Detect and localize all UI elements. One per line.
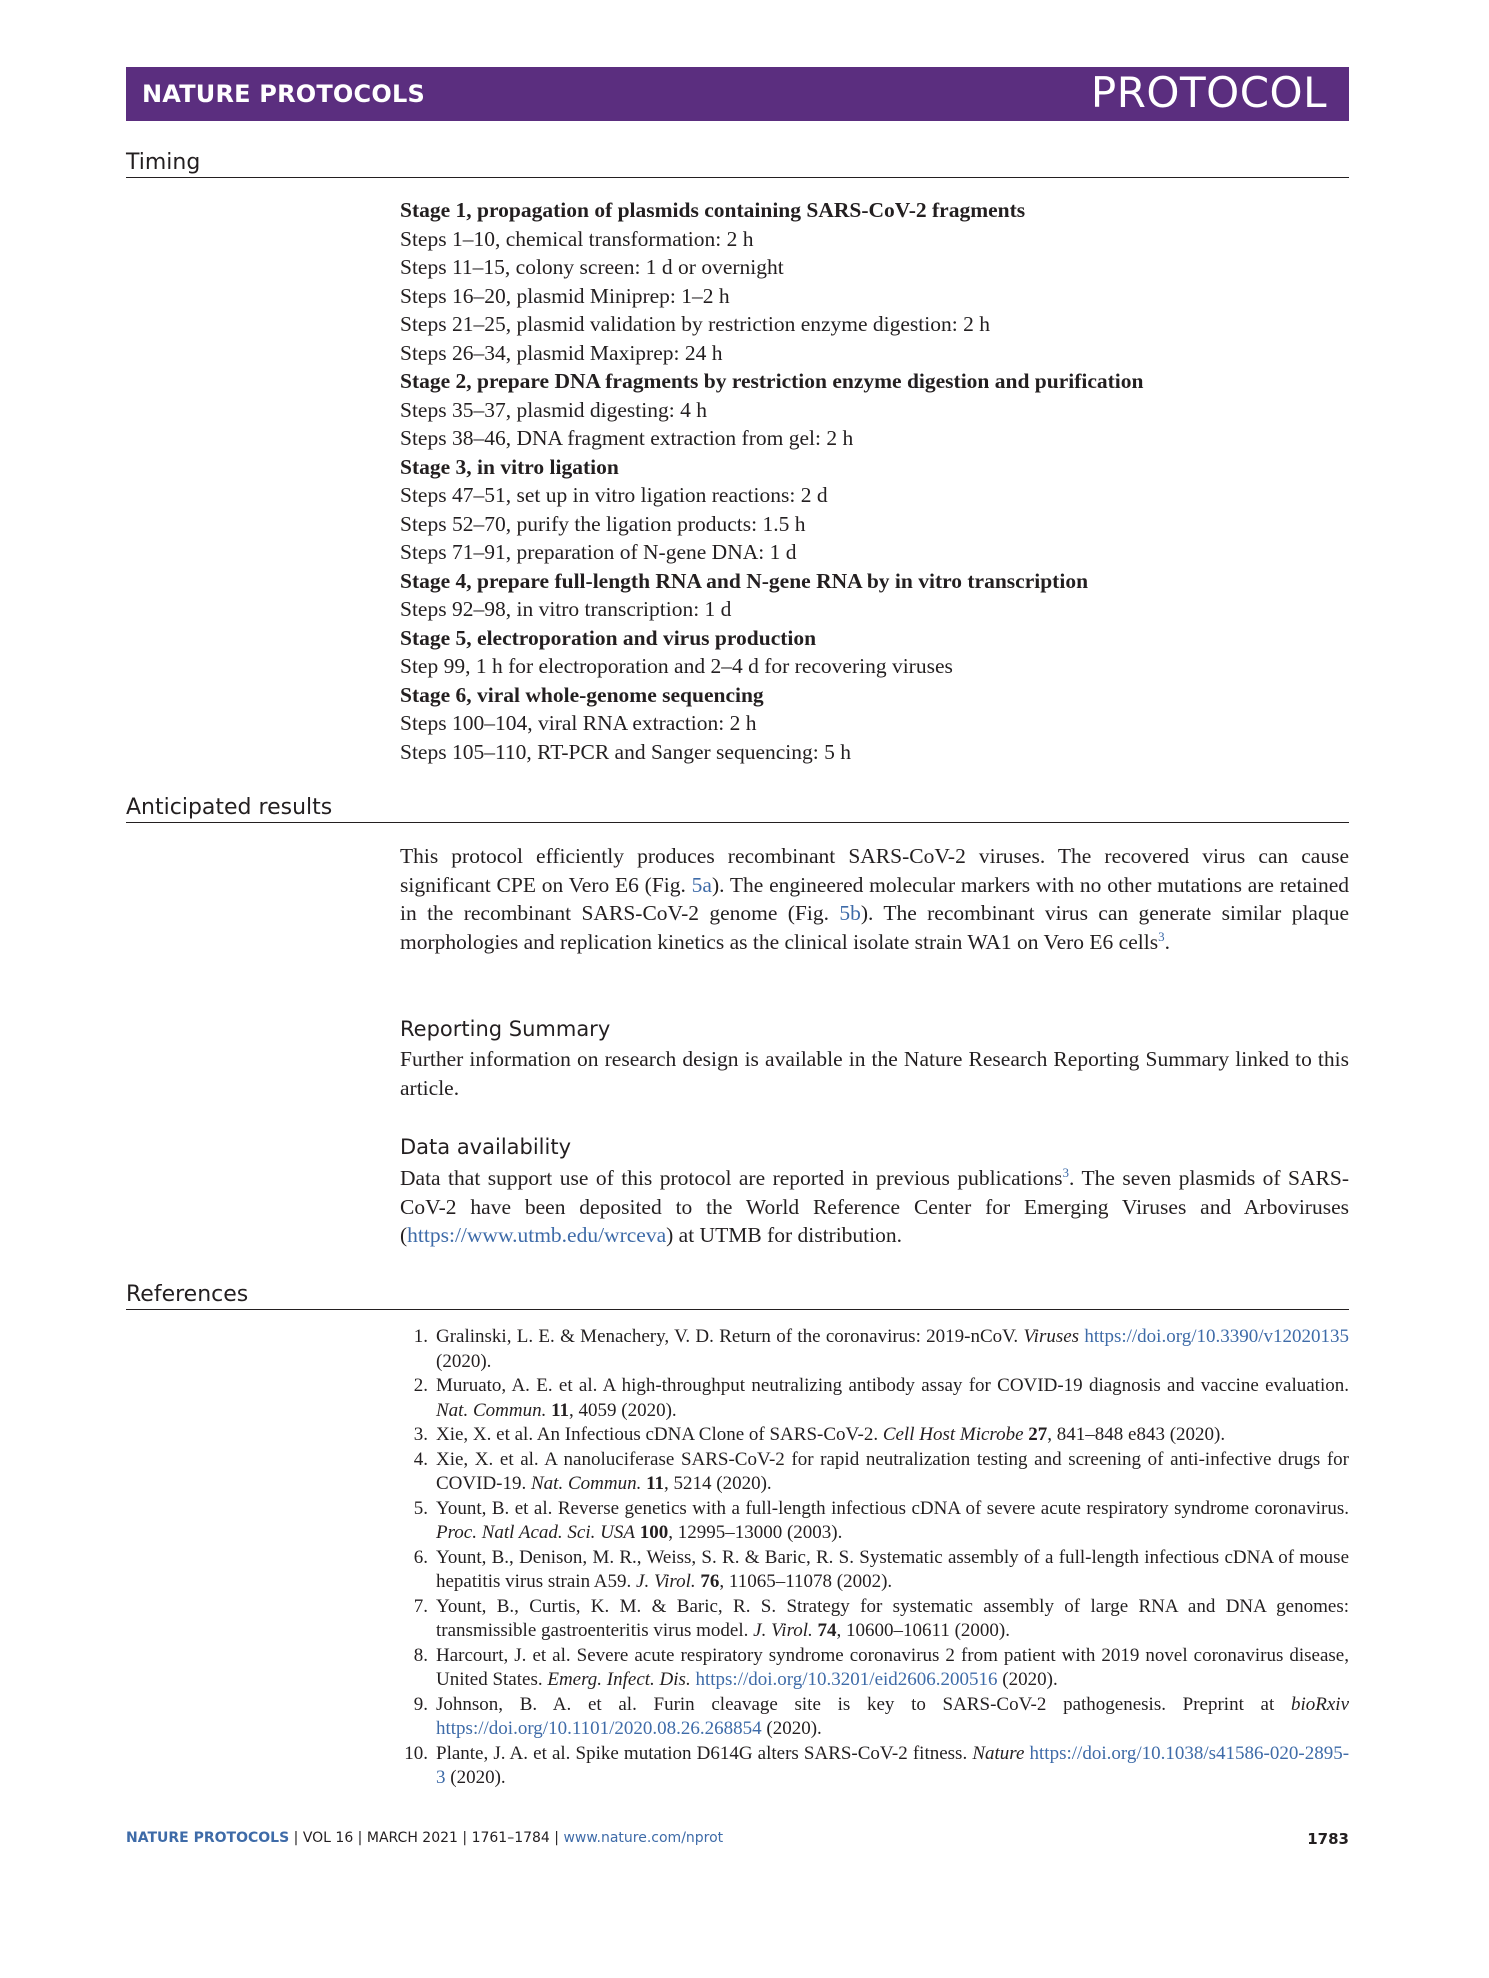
reference-number: 10. [404, 1742, 428, 1764]
timing-step: Steps 92–98, in vitro transcription: 1 d [400, 597, 732, 621]
reference-number: 6. [413, 1546, 428, 1568]
reference-text: Xie, X. et al. An Infectious cDNA Clone of SARS-CoV-2. [436, 1424, 883, 1445]
fig-5b-link[interactable]: 5b [839, 901, 861, 925]
timing-step: Steps 52–70, purify the ligation products: 1.5 h [400, 511, 806, 536]
reference-volume: 27 [1028, 1424, 1048, 1445]
reference-text: Yount, B. et al. Reverse genetics with a full-length infectious cDNA of severe acute respiratory syndrome coronavirus. [436, 1497, 1349, 1519]
reference-number: 1. [413, 1326, 428, 1347]
reference-text: (2020). [436, 1350, 492, 1372]
timing-step: Steps 21–25, plasmid validation by restriction enzyme digestion: 2 h [400, 312, 990, 336]
reference-text: Yount, B., Curtis, K. M. & Baric, R. S. Strategy for systematic assembly of large RNA and DNA genomes: transmissible gastroenteritis virus model. [436, 1595, 1349, 1641]
reference-item [400, 1546, 1349, 1595]
timing-step: Steps 105–110, RT-PCR and Sanger sequencing: 5 h [400, 739, 851, 764]
reference-text: (2020). [997, 1669, 1058, 1690]
reference-item [400, 1497, 1349, 1546]
reference-item [400, 1448, 1349, 1497]
timing-step: Steps 38–46, DNA fragment extraction from gel: 2 h [400, 426, 854, 450]
reference-doi-link[interactable]: https://doi.org/10.1101/2020.08.26.268854 [436, 1718, 762, 1739]
reference-text: Plante, J. A. et al. Spike mutation D614G alters SARS-CoV-2 fitness. [436, 1742, 973, 1764]
timing-stage-heading: Stage 4, prepare full-length RNA and N-gene RNA by in vitro transcription [400, 568, 1089, 593]
anticipated-results-heading: Anticipated results [126, 795, 1349, 823]
reference-journal: J. Virol. [753, 1620, 813, 1641]
reference-item [400, 1595, 1349, 1644]
reference-volume: 76 [700, 1571, 720, 1592]
reference-number: 9. [413, 1693, 428, 1715]
reference-text: (2020). [445, 1767, 506, 1788]
reference-number: 7. [413, 1595, 428, 1617]
reference-number: 4. [413, 1448, 428, 1470]
footer-month: MARCH 2021 [366, 1830, 458, 1846]
timing-step: Steps 1–10, chemical transformation: 2 h [400, 226, 754, 251]
reference-number: 5. [413, 1497, 428, 1519]
ref-3-link[interactable]: 3 [1158, 928, 1165, 944]
reference-item [400, 1644, 1349, 1693]
timing-step: Step 99, 1 h for electroporation and 2–4 d for recovering viruses [400, 654, 953, 678]
reference-number: 3. [413, 1424, 428, 1445]
timing-stage-heading: Stage 2, prepare DNA fragments by restriction enzyme digestion and purification [400, 369, 1144, 393]
reference-item [400, 1693, 1349, 1742]
timing-step: Steps 100–104, viral RNA extraction: 2 h [400, 711, 757, 735]
reference-text: Muruato, A. E. et al. A high-throughput neutralizing antibody assay for COVID-19 diagnosis and vaccine evaluation. [436, 1375, 1349, 1396]
reference-number: 2. [413, 1375, 428, 1396]
reference-journal: bioRxiv [1290, 1693, 1349, 1715]
reference-text: , 841–848 e843 (2020). [1047, 1424, 1226, 1445]
timing-stage-heading: Stage 3, in vitro ligation [400, 454, 619, 479]
reference-number: 8. [413, 1644, 428, 1666]
reference-text: Yount, B., Denison, M. R., Weiss, S. R. & Baric, R. S. Systematic assembly of a full-length infectious cDNA of mouse hepatitis virus strain A59. [436, 1546, 1349, 1592]
timing-step: Steps 16–20, plasmid Miniprep: 1–2 h [400, 283, 730, 308]
data-availability-heading: Data availability [400, 1135, 572, 1159]
reference-text: Gralinski, L. E. & Menachery, V. D. Return of the coronavirus: 2019-nCoV. [436, 1326, 1024, 1347]
journal-name: NATURE PROTOCOLS [142, 80, 425, 108]
footer-journal: NATURE PROTOCOLS [126, 1830, 290, 1846]
timing-step: Steps 71–91, preparation of N-gene DNA: 1 d [400, 540, 797, 564]
footer-url-link[interactable]: www.nature.com/nprot [563, 1830, 724, 1846]
reference-journal: Cell Host Microbe [882, 1424, 1024, 1445]
reference-text: , 4059 (2020). [569, 1399, 677, 1421]
reference-item [400, 1423, 1349, 1448]
reference-text: , 10600–10611 (2000). [836, 1620, 1010, 1641]
wrceva-link[interactable]: https://www.utmb.edu/wrceva [407, 1223, 667, 1247]
reference-journal: Nat. Commun. [531, 1473, 642, 1494]
fig-5a-link[interactable]: 5a [691, 872, 712, 897]
reference-item [400, 1325, 1349, 1374]
reference-text: (2020). [761, 1718, 822, 1739]
reference-journal: Nat. Commun. [436, 1399, 547, 1421]
reference-doi-link[interactable]: https://doi.org/10.1038/s41586-020-2895-3 [436, 1742, 1350, 1788]
reference-item [400, 1374, 1349, 1423]
data-availability-text: Data that support use of this protocol are reported in previous publications$^3$. The seven plasmids of SARS-CoV-2 have been deposited to the World Reference Center for Emerging Viruses and Arboviruses (https://www.utmb.edu/wrceva) at UTMB for distribution. [400, 1164, 1350, 1247]
reference-doi-link[interactable]: https://doi.org/10.3201/eid2606.200516 [695, 1669, 998, 1690]
timing-heading: Timing [126, 150, 1349, 178]
reporting-summary-heading: Reporting Summary [400, 1017, 611, 1041]
reference-journal: Emerg. Infect. Dis. [547, 1669, 691, 1690]
timing-step: Steps 47–51, set up in vitro ligation reactions: 2 d [400, 483, 828, 507]
timing-step: Steps 11–15, colony screen: 1 d or overnight [400, 255, 784, 279]
reference-doi-link[interactable]: https://doi.org/10.3390/v12020135 [1084, 1326, 1349, 1347]
timing-list [400, 196, 1349, 766]
timing-stage-heading: Stage 6, viral whole-genome sequencing [400, 682, 764, 707]
references-list [400, 1325, 1349, 1791]
reference-volume: 100 [639, 1522, 669, 1543]
reference-text: Johnson, B. A. et al. Furin cleavage site is key to SARS-CoV-2 pathogenesis. Preprint at [436, 1693, 1291, 1715]
page-number: 1783 [1307, 1830, 1349, 1848]
timing-stage-heading: Stage 5, electroporation and virus production [400, 625, 817, 650]
reference-text: , 12995–13000 (2003). [668, 1522, 843, 1543]
reference-item [400, 1742, 1349, 1791]
timing-step: Steps 26–34, plasmid Maxiprep: 24 h [400, 340, 723, 365]
journal-banner [126, 67, 1349, 121]
reference-volume: 74 [817, 1620, 837, 1641]
reference-journal: Viruses [1023, 1326, 1080, 1347]
timing-step: Steps 35–37, plasmid digesting: 4 h [400, 397, 707, 422]
anticipated-results-text: This protocol efficiently produces recombinant SARS-CoV-2 viruses. The recovered virus can cause significant CPE on Vero E6 (Fig. 5a). The engineered molecular markers with no other mutations are retained in the recombinant SARS-CoV-2 genome (Fig. 5b). The recombinant virus can generate similar plaque morphologies and replication kinetics as the clinical isolate strain WA1 on Vero E6 cells$^3$. [400, 844, 1350, 954]
reference-journal: J. Virol. [636, 1571, 696, 1592]
reference-text: , 11065–11078 (2002). [719, 1571, 893, 1592]
footer-volume: VOL 16 [302, 1830, 354, 1846]
reference-volume: 11 [646, 1473, 665, 1494]
page-footer: NATURE PROTOCOLS | VOL 16 | MARCH 2021 | 1761–1784 | www.nature.com/nprot 1783 [126, 1830, 1349, 1848]
timing-stage-heading: Stage 1, propagation of plasmids containing SARS-CoV-2 fragments [400, 198, 1026, 222]
ref-3-link[interactable]: 3 [1062, 1164, 1069, 1180]
references-heading: References [126, 1282, 1349, 1310]
footer-pages: 1761–1784 [471, 1830, 550, 1846]
reference-volume: 11 [551, 1399, 570, 1421]
reporting-summary-text: Further information on research design is available in the Nature Research Reporting Summary linked to this article. [400, 1047, 1349, 1100]
reference-text: Xie, X. et al. A nanoluciferase SARS-CoV-2 for rapid neutralization testing and screening of anti-infective drugs for COVID-19. [436, 1448, 1349, 1494]
reference-text: Harcourt, J. et al. Severe acute respiratory syndrome coronavirus 2 from patient with 2019 novel coronavirus disease, United States. [436, 1644, 1349, 1690]
reference-journal: Nature [972, 1742, 1025, 1764]
reference-text: , 5214 (2020). [664, 1473, 772, 1494]
article-type: PROTOCOL [1090, 68, 1327, 117]
reference-journal: Proc. Natl Acad. Sci. USA [436, 1522, 635, 1543]
